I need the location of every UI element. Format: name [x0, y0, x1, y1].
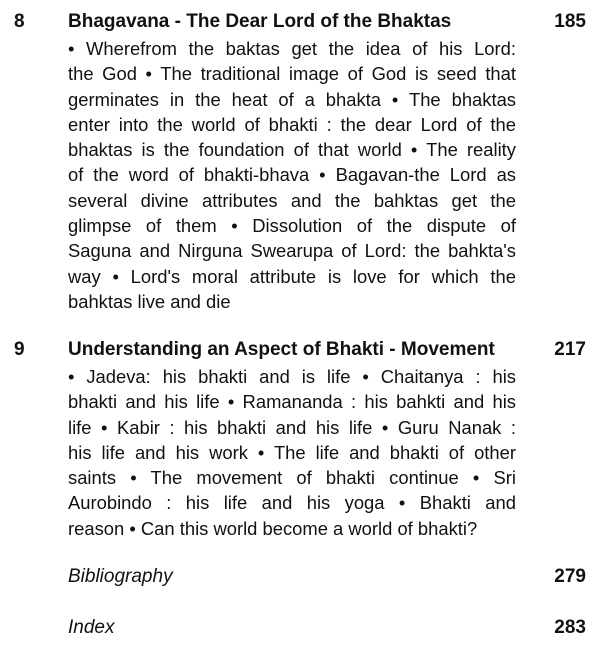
back-matter-label: Index: [68, 617, 115, 638]
summary-line: enter into the world of bhakti : the dear Lord of the: [68, 113, 516, 135]
summary-line: Aurobindo : his life and his yoga • Bhakti and: [68, 492, 516, 514]
chapter-summary: [68, 36, 516, 314]
summary-line: reason • Can this world become a world of bhakti?: [68, 517, 478, 539]
summary-line: saints • The movement of bhakti continue • Sri: [68, 467, 516, 489]
chapter-number: 8: [14, 11, 25, 32]
summary-line: of the word of bhakti-bhava • Bagavan-the Lord as: [68, 164, 516, 186]
summary-line: bhakti and his life • Ramananda : his bahkti and his: [68, 391, 516, 413]
summary-line: his life and his work • The life and bhakti of other: [68, 441, 516, 463]
back-matter-page-number: 283: [554, 617, 586, 638]
summary-line: the God • The traditional image of God is seed that: [68, 63, 516, 85]
summary-line: way • Lord's moral attribute is love for which the: [68, 265, 516, 287]
summary-line: bhaktas is the foundation of that world • The reality: [68, 139, 516, 161]
chapter-page-number: 185: [554, 11, 586, 32]
summary-line: germinates in the heat of a bhakta • The bhaktas: [68, 88, 516, 110]
summary-line: Saguna and Nirguna Swearupa of Lord: the bahkta's: [68, 240, 516, 262]
summary-line: glimpse of them • Dissolution of the dispute of: [68, 215, 516, 237]
back-matter-page-number: 279: [554, 566, 586, 587]
summary-line: bahktas live and die: [68, 290, 231, 312]
summary-line: several divine attributes and the bahktas get the: [68, 189, 516, 211]
summary-line: life • Kabir : his bhakti and his life • Guru Nanak :: [68, 416, 516, 438]
summary-line: • Wherefrom the baktas get the idea of his Lord:: [68, 38, 516, 59]
chapter-title: Understanding an Aspect of Bhakti - Movement: [68, 339, 495, 360]
back-matter-label: Bibliography: [68, 566, 173, 587]
chapter-title: Bhagavana - The Dear Lord of the Bhaktas: [68, 11, 452, 32]
chapter-summary: [68, 364, 516, 541]
chapter-number: 9: [14, 339, 25, 360]
chapter-page-number: 217: [554, 339, 586, 360]
summary-line: • Jadeva: his bhakti and is life • Chaitanya : his: [68, 366, 516, 387]
